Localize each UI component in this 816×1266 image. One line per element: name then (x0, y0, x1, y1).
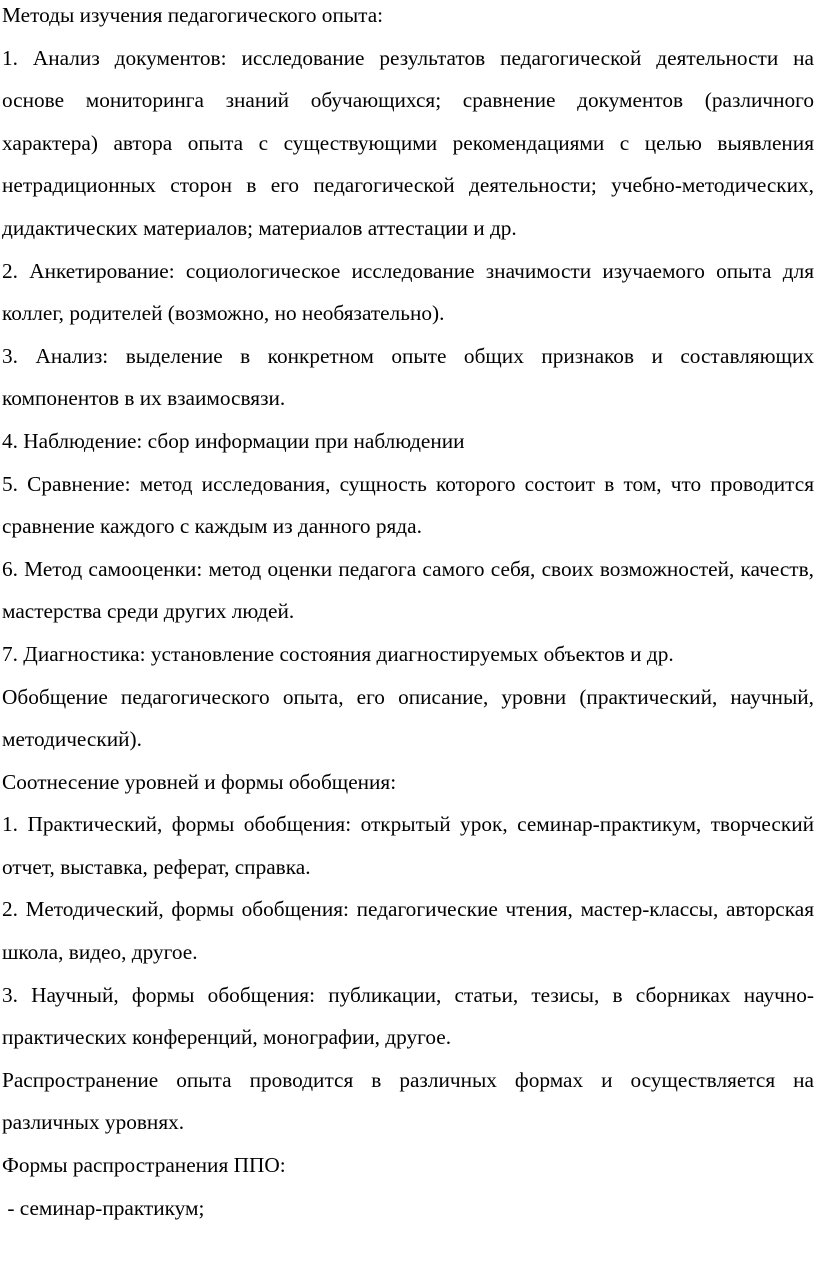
levels-heading: Соотнесение уровней и формы обобщения: (2, 769, 397, 794)
method-item-3: 3. Анализ: выделение в конкретном опыте общих признаков и составляющих компонентов в их взаимосвязи. (2, 343, 814, 411)
distribution-paragraph: Распространение опыта проводится в различных формах и осуществляется на различных уровнях. (2, 1067, 814, 1135)
method-item-5: 5. Сравнение: метод исследования, сущность которого состоит в том, что проводится сравнение каждого с каждым из данного ряда. (2, 471, 814, 539)
method-item-6: 6. Метод самооценки: метод оценки педагога самого себя, своих возможностей, качеств, мастерства среди других людей. (2, 556, 814, 624)
method-item-7: 7. Диагностика: установление состояния диагностируемых объектов и др. (2, 641, 674, 666)
method-item-4: 4. Наблюдение: сбор информации при наблюдении (2, 428, 465, 453)
generalization-paragraph: Обобщение педагогического опыта, его описание, уровни (практический, научный, методический). (2, 684, 814, 752)
methods-heading: Методы изучения педагогического опыта: (2, 3, 384, 27)
level-item-3: 3. Научный, формы обобщения: публикации, статьи, тезисы, в сборниках научно-практических конференций, монографии, другое. (2, 982, 814, 1050)
method-item-2: 2. Анкетирование: социологическое исследование значимости изучаемого опыта для коллег, родителей (возможно, но необязательно). (2, 258, 814, 326)
level-item-2: 2. Методический, формы обобщения: педагогические чтения, мастер-классы, авторская школа, видео, другое. (2, 897, 814, 965)
level-item-1: 1. Практический, формы обобщения: открытый урок, семинар-практикум, творческий отчет, выставка, реферат, справка. (2, 812, 814, 879)
method-item-1: 1. Анализ документов: исследование результатов педагогической деятельности на основе мониторинга знаний обучающихся; сравнение документов (различного характера) автора опыта с существующими рекомендациями с целью выявления нетрадиционных сторон в его педагогической деятельности; учебно-методических, дидактических материалов; материалов аттестации и др. (2, 45, 814, 240)
forms-heading: Формы распространения ППО: (2, 1153, 286, 1178)
forms-list-item: - семинар-практикум; (2, 1195, 205, 1220)
